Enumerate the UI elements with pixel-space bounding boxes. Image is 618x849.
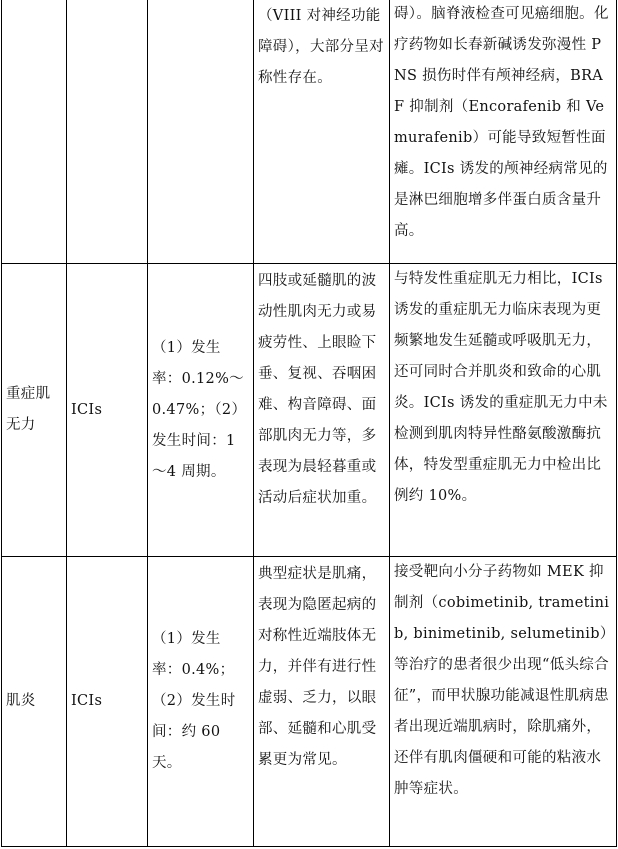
drug-cell: ICIs — [67, 557, 148, 847]
symptoms-cell: 典型症状是肌痛，表现为隐匿起病的对称性近端肢体无力，并伴有进行性虚弱、乏力，以眼部、延髓和心肌受累更为常见。 — [254, 557, 390, 847]
drug-cell — [67, 0, 148, 264]
condition-name-cell: 肌炎 — [2, 557, 67, 847]
table-row — [2, 557, 617, 847]
drug-adverse-reaction-table — [1, 0, 617, 847]
symptoms-cell: （VIII 对神经功能障碍），大部分呈对称性存在。 — [254, 0, 390, 264]
notes-cell: 碍）。脑脊液检查可见癌细胞。化疗药物如长春新碱诱发弥漫性 PNS 损伤时伴有颅神经病，BRAF 抑制剂（Encorafenib 和 Vemurafenib）可能导致短暂性面瘫。ICIs 诱发的颅神经病常见的是淋巴细胞增多伴蛋白质含量升高。 — [390, 0, 617, 264]
drug-cell: ICIs — [67, 264, 148, 557]
incidence-cell: （1）发生率：0.12%～0.47%；（2）发生时间：1～4 周期。 — [148, 264, 254, 557]
condition-name-cell — [2, 0, 67, 264]
notes-cell: 与特发性重症肌无力相比，ICIs 诱发的重症肌无力临床表现为更频繁地发生延髓或呼吸肌无力，还可同时合并肌炎和致命的心肌炎。ICIs 诱发的重症肌无力中未检测到肌肉特异性酪氨酸激酶抗体，特发型重症肌无力中检出比例约 10%。 — [390, 264, 617, 557]
condition-name-cell: 重症肌无力 — [2, 264, 67, 557]
symptoms-cell: 四肢或延髓肌的波动性肌肉无力或易疲劳性、上眼睑下垂、复视、吞咽困难、构音障碍、面部肌肉无力等，多表现为晨轻暮重或活动后症状加重。 — [254, 264, 390, 557]
incidence-cell: （1）发生率：0.4%；（2）发生时间：约 60 天。 — [148, 557, 254, 847]
table-row — [2, 0, 617, 264]
notes-cell: 接受靶向小分子药物如 MEK 抑制剂（cobimetinib, trametinib, binimetinib, selumetinib）等治疗的患者很少出现“低头综合征”，而甲状腺功能减退性肌病患者出现近端肌病时，除肌痛外，还伴有肌肉僵硬和可能的粘液水肿等症状。 — [390, 557, 617, 847]
incidence-cell — [148, 0, 254, 264]
table-row — [2, 264, 617, 557]
